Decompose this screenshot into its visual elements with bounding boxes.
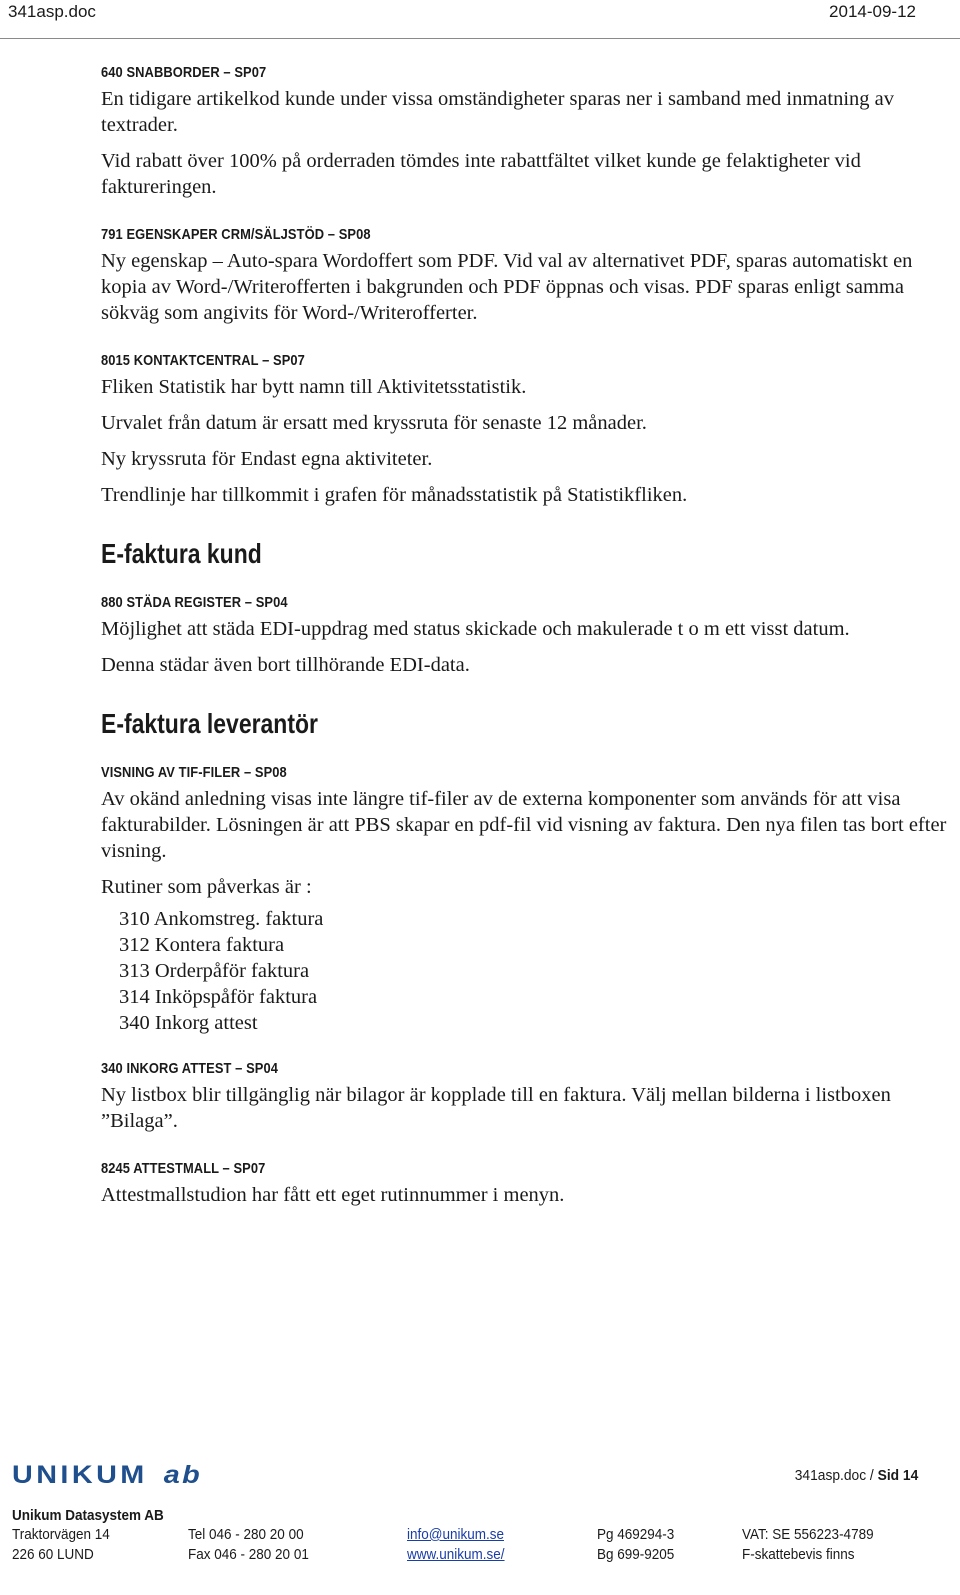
page-number: Sid 14 — [877, 1467, 918, 1484]
footer-phone: Tel 046 - 280 20 00 — [188, 1526, 304, 1543]
page-doc: 341asp.doc / — [794, 1467, 878, 1484]
paragraph: Vid rabatt över 100% på orderraden tömdes inte rabattfältet vilket kunde ge felaktigheter vid faktureringen. — [101, 150, 861, 198]
section-title-tif: VISNING AV TIF-FILER – SP08 — [101, 764, 287, 781]
paragraph: Möjlighet att städa EDI-uppdrag med status skickade och makulerade t o m ett visst datum. — [101, 618, 850, 640]
paragraph: Ny kryssruta för Endast egna aktiviteter. — [101, 448, 433, 470]
company-name: Unikum Datasystem AB — [12, 1507, 164, 1524]
list-item: 310 Ankomstreg. faktura — [119, 908, 324, 930]
heading-e-faktura-leverantor: E-faktura leverantör — [101, 708, 318, 739]
page-footer — [0, 1455, 960, 1595]
heading-e-faktura-kund: E-faktura kund — [101, 538, 262, 569]
footer-postal: 226 60 LUND — [12, 1546, 94, 1563]
section-title-8245: 8245 ATTESTMALL – SP07 — [101, 1160, 266, 1177]
footer-row-1 — [12, 1526, 952, 1544]
footer-ftax: F-skattebevis finns — [742, 1546, 855, 1563]
routine-list — [101, 906, 951, 1036]
footer-web-link[interactable]: www.unikum.se/ — [407, 1546, 505, 1563]
footer-row-2 — [12, 1546, 952, 1564]
paragraph: Ny listbox blir tillgänglig när bilagor är kopplade till en faktura. Välj mellan bilderna i listboxen ”Bilaga”. — [101, 1084, 891, 1132]
section-title-8015: 8015 KONTAKTCENTRAL – SP07 — [101, 352, 305, 369]
paragraph: Attestmallstudion har fått ett eget rutinnummer i menyn. — [101, 1184, 565, 1206]
list-item: 313 Orderpåför faktura — [119, 960, 310, 982]
footer-address: Traktorvägen 14 — [12, 1526, 110, 1543]
page-header — [0, 0, 960, 39]
footer-email-link[interactable]: info@unikum.se — [407, 1526, 505, 1543]
section-title-880: 880 STÄDA REGISTER – SP04 — [101, 594, 288, 611]
paragraph: Denna städar även bort tillhörande EDI-data. — [101, 654, 470, 676]
paragraph: Rutiner som påverkas är : — [101, 876, 312, 898]
unikum-logo — [12, 1461, 202, 1490]
paragraph: Ny egenskap – Auto-spara Wordoffert som PDF. Vid val av alternativet PDF, sparas automatiskt en kopia av Word-/Writerofferten i bakgrunden och PDF öppnas och visas. PDF sparas enligt samma sökväg som angivits för Word-/Writerofferter. — [101, 250, 913, 324]
footer-plusgiro: Pg 469294-3 — [597, 1526, 675, 1543]
document-body — [101, 64, 951, 1208]
logo-ab: ab — [163, 1461, 202, 1489]
logo-text: UNIKUM — [12, 1461, 148, 1489]
section-title-640: 640 SNABBORDER – SP07 — [101, 64, 267, 81]
section-title-791: 791 EGENSKAPER CRM/SÄLJSTÖD – SP08 — [101, 226, 371, 243]
paragraph: En tidigare artikelkod kunde under vissa omständigheter sparas ner i samband med inmatning av textrader. — [101, 88, 895, 136]
section-title-340: 340 INKORG ATTEST – SP04 — [101, 1060, 278, 1077]
page-reference — [794, 1467, 918, 1484]
footer-fax: Fax 046 - 280 20 01 — [188, 1546, 309, 1563]
header-filename: 341asp.doc — [8, 2, 96, 21]
list-item: 312 Kontera faktura — [119, 934, 285, 956]
paragraph: Trendlinje har tillkommit i grafen för månadsstatistik på Statistikfliken. — [101, 484, 688, 506]
footer-vat: VAT: SE 556223-4789 — [742, 1526, 874, 1543]
header-date: 2014-09-12 — [829, 2, 916, 21]
paragraph: Av okänd anledning visas inte längre tif-filer av de externa komponenter som används för att visa fakturabilder. Lösningen är att PBS skapar en pdf-fil vid visning av faktura. Den nya filen tas bort efter visning. — [101, 788, 947, 862]
list-item: 314 Inköpspåför faktura — [119, 986, 318, 1008]
footer-bankgiro: Bg 699-9205 — [597, 1546, 675, 1563]
list-item: 340 Inkorg attest — [119, 1012, 258, 1034]
paragraph: Urvalet från datum är ersatt med kryssruta för senaste 12 månader. — [101, 412, 647, 434]
paragraph: Fliken Statistik har bytt namn till Aktivitetsstatistik. — [101, 376, 527, 398]
